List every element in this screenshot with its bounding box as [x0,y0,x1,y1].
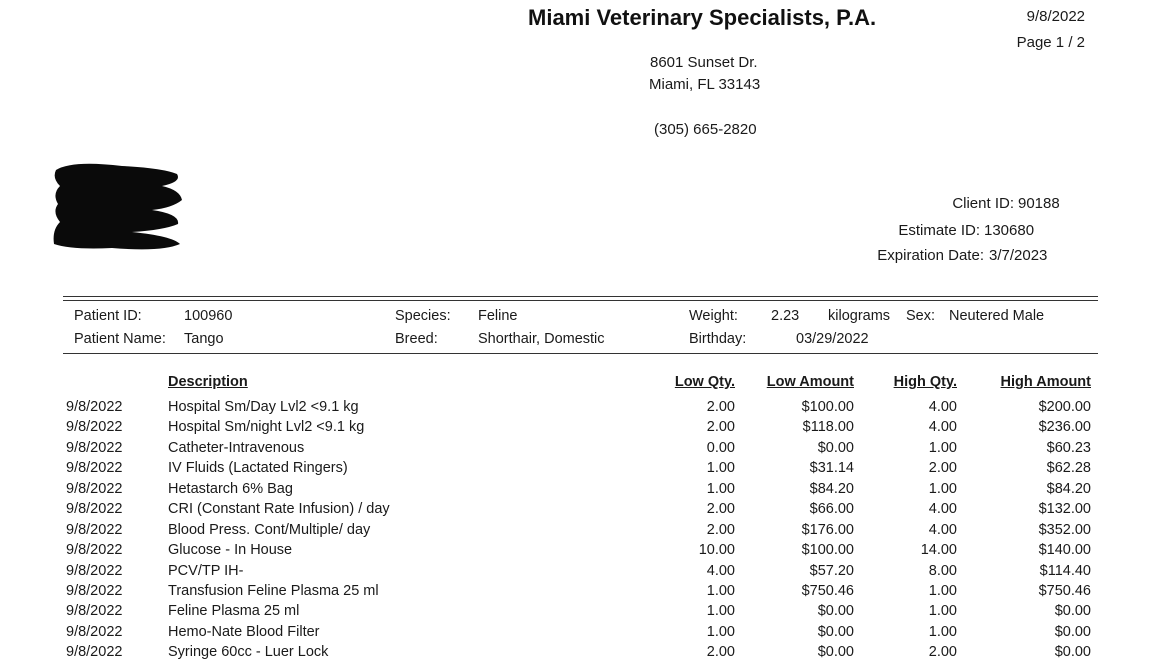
row-low-amount: $118.00 [802,419,854,435]
estimate-id-label: Estimate ID: [898,222,980,239]
column-header-high-qty: High Qty. [893,374,957,390]
table-row [0,542,1170,562]
row-high-amount: $352.00 [1038,522,1091,538]
row-high-amount: $0.00 [1054,624,1091,640]
row-high-qty: 1.00 [928,481,957,497]
row-high-amount: $750.46 [1038,583,1091,599]
row-low-amount: $84.20 [809,481,854,497]
row-high-amount: $84.20 [1046,481,1091,497]
row-date: 9/8/2022 [66,624,123,640]
row-date: 9/8/2022 [66,563,123,579]
row-description: Blood Press. Cont/Multiple/ day [168,522,371,538]
row-high-amount: $0.00 [1054,603,1091,619]
client-id-label: Client ID: [952,195,1014,212]
table-row [0,522,1170,542]
table-row [0,563,1170,583]
row-high-qty: 4.00 [928,399,957,415]
row-high-amount: $62.28 [1046,460,1091,476]
row-high-amount: $200.00 [1038,399,1091,415]
row-low-qty: 1.00 [706,583,735,599]
row-high-qty: 8.00 [928,563,957,579]
weight-label: Weight: [689,308,738,324]
row-high-amount: $132.00 [1038,501,1091,517]
row-description: Hospital Sm/Day Lvl2 <9.1 kg [168,399,359,415]
species-value: Feline [478,308,518,324]
row-date: 9/8/2022 [66,583,123,599]
row-date: 9/8/2022 [66,440,123,456]
table-row [0,624,1170,644]
column-header-description: Description [168,374,248,390]
row-high-amount: $236.00 [1038,419,1091,435]
patient-name-value: Tango [184,331,224,347]
document-date: 9/8/2022 [1026,8,1085,25]
row-low-amount: $0.00 [817,624,854,640]
row-high-amount: $60.23 [1046,440,1091,456]
patient-name-label: Patient Name: [74,331,166,347]
row-high-qty: 1.00 [928,624,957,640]
table-row [0,583,1170,603]
divider-top-2 [63,300,1098,301]
row-description: Transfusion Feline Plasma 25 ml [168,583,379,599]
row-date: 9/8/2022 [66,644,123,660]
table-row [0,399,1170,419]
sex-label: Sex: [906,308,936,324]
row-high-qty: 2.00 [928,644,957,660]
row-high-amount: $0.00 [1054,644,1091,660]
row-low-amount: $0.00 [817,603,854,619]
table-row [0,481,1170,501]
row-low-qty: 2.00 [706,644,735,660]
table-row [0,603,1170,623]
row-description: Catheter-Intravenous [168,440,305,456]
row-low-qty: 2.00 [706,399,735,415]
divider-top-1 [63,296,1098,297]
address-line-2: Miami, FL 33143 [649,76,761,93]
birthday-label: Birthday: [689,331,747,347]
row-date: 9/8/2022 [66,419,123,435]
row-description: Hospital Sm/night Lvl2 <9.1 kg [168,419,365,435]
phone-number: (305) 665-2820 [654,121,757,138]
row-high-qty: 1.00 [928,440,957,456]
row-low-amount: $100.00 [801,399,854,415]
row-description: Feline Plasma 25 ml [168,603,300,619]
row-low-amount: $0.00 [817,644,854,660]
row-low-amount: $66.00 [809,501,854,517]
row-low-qty: 1.00 [706,481,735,497]
row-low-qty: 10.00 [698,542,735,558]
row-low-amount: $750.46 [801,583,854,599]
row-high-amount: $140.00 [1038,542,1091,558]
row-low-qty: 1.00 [706,460,735,476]
row-date: 9/8/2022 [66,399,123,415]
row-date: 9/8/2022 [66,501,123,517]
row-high-qty: 4.00 [928,501,957,517]
row-date: 9/8/2022 [66,460,123,476]
row-description: CRI (Constant Rate Infusion) / day [168,501,390,517]
table-row [0,440,1170,460]
patient-id-label: Patient ID: [74,308,142,324]
row-date: 9/8/2022 [66,522,123,538]
breed-value: Shorthair, Domestic [478,331,605,347]
birthday-value: 03/29/2022 [796,331,869,347]
row-low-qty: 2.00 [706,501,735,517]
table-row [0,501,1170,521]
row-description: Hetastarch 6% Bag [168,481,293,497]
row-low-qty: 1.00 [706,624,735,640]
row-high-qty: 4.00 [928,522,957,538]
patient-id-value: 100960 [184,308,233,324]
row-high-qty: 1.00 [928,583,957,599]
weight-unit: kilograms [828,308,891,324]
expiration-date-label: Expiration Date: [877,247,984,264]
row-description: IV Fluids (Lactated Ringers) [168,460,348,476]
row-low-qty: 1.00 [706,603,735,619]
table-row [0,644,1170,664]
row-date: 9/8/2022 [66,481,123,497]
row-low-amount: $57.20 [809,563,854,579]
row-description: Glucose - In House [168,542,293,558]
divider-bottom [63,353,1098,354]
column-header-low-amount: Low Amount [766,374,854,390]
breed-label: Breed: [395,331,438,347]
row-low-amount: $176.00 [801,522,854,538]
row-date: 9/8/2022 [66,603,123,619]
row-low-qty: 0.00 [706,440,735,456]
address-line-1: 8601 Sunset Dr. [650,54,758,71]
row-description: PCV/TP IH- [168,563,244,579]
page-indicator: Page 1 / 2 [1016,34,1085,51]
table-row [0,419,1170,439]
estimate-id-value: 130680 [984,222,1035,239]
weight-value: 2.23 [771,308,800,324]
clinic-name: Miami Veterinary Specialists, P.A. [528,5,877,30]
row-date: 9/8/2022 [66,542,123,558]
table-row [0,460,1170,480]
column-header-high-amount: High Amount [1000,374,1091,390]
row-high-qty: 14.00 [920,542,957,558]
row-low-qty: 2.00 [706,419,735,435]
row-high-qty: 4.00 [928,419,957,435]
row-description: Syringe 60cc - Luer Lock [168,644,329,660]
row-low-amount: $0.00 [817,440,854,456]
client-id-value: 90188 [1018,195,1060,212]
redacted-client-address [52,160,186,252]
row-high-qty: 1.00 [928,603,957,619]
row-low-qty: 4.00 [706,563,735,579]
species-label: Species: [395,308,451,324]
row-low-amount: $100.00 [801,542,854,558]
row-high-qty: 2.00 [928,460,957,476]
row-description: Hemo-Nate Blood Filter [168,624,320,640]
row-low-qty: 2.00 [706,522,735,538]
row-high-amount: $114.40 [1039,563,1091,579]
sex-value: Neutered Male [949,308,1045,324]
expiration-date-value: 3/7/2023 [989,247,1048,264]
row-low-amount: $31.14 [809,460,854,476]
column-header-low-qty: Low Qty. [674,374,735,390]
